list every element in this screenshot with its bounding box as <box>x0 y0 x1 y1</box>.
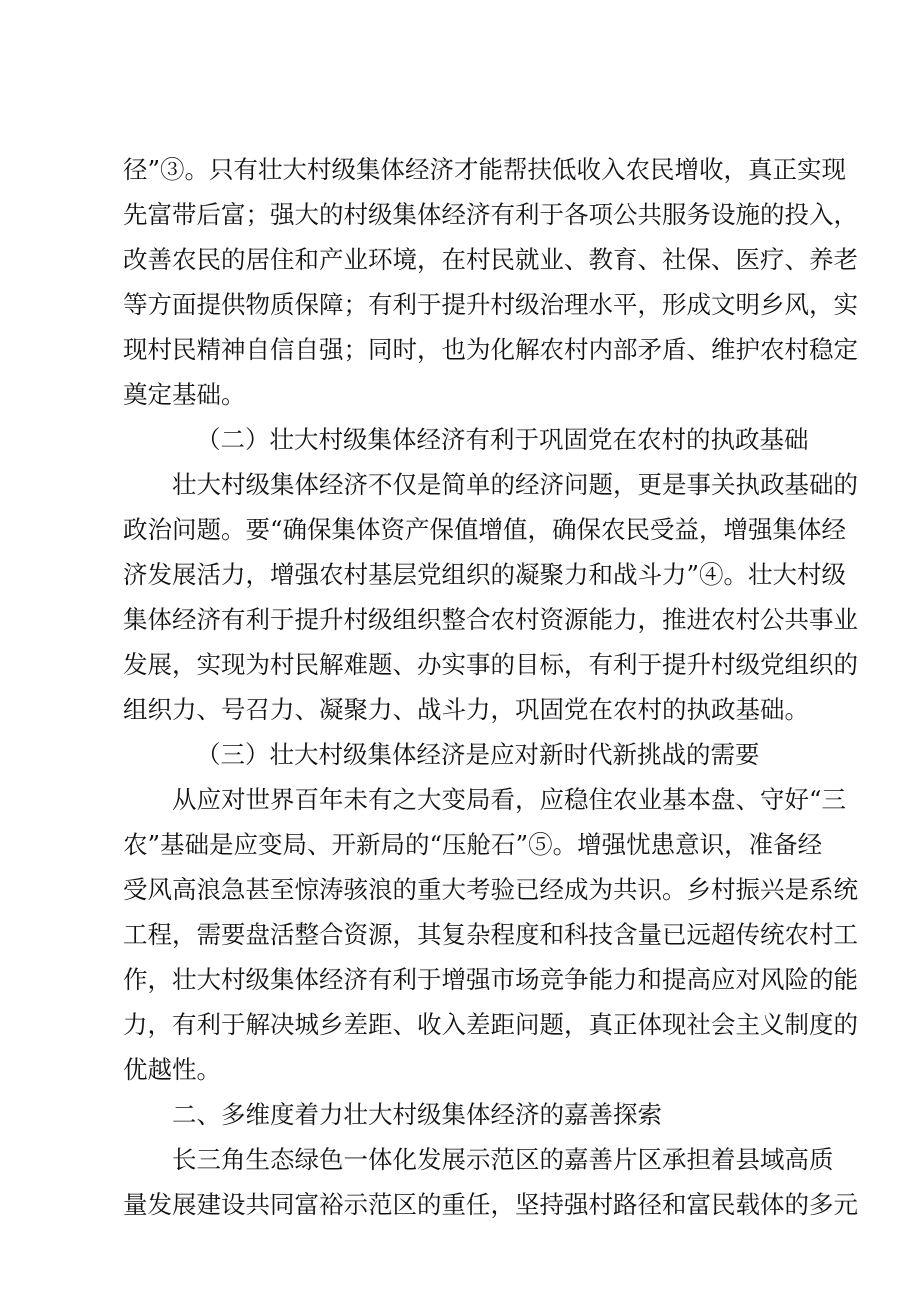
paragraph-line: 优越性。 <box>123 1055 221 1084</box>
paragraph-line: 集体经济有利于提升村级组织整合农村资源能力，推进农村公共事业 <box>123 605 858 634</box>
subsection-heading: （三）壮大村级集体经济是应对新时代新挑战的需要 <box>196 740 760 769</box>
paragraph-line: 农”基础是应变局、开新局的“压舱石”⑤。增强忧患意识，准备经 <box>123 830 823 859</box>
paragraph-line: 政治问题。要“确保集体资产保值增值，确保农民受益，增强集体经 <box>123 515 847 544</box>
paragraph-line: 先富带后富；强大的村级集体经济有利于各项公共服务设施的投入， <box>123 200 858 229</box>
paragraph-line: 现村民精神自信自强；同时，也为化解农村内部矛盾、维护农村稳定 <box>123 335 858 364</box>
paragraph-line: 济发展活力，增强农村基层党组织的凝聚力和战斗力”④。壮大村级 <box>123 560 847 589</box>
subsection-heading: （二）壮大村级集体经济有利于巩固党在农村的执政基础 <box>196 425 809 454</box>
paragraph-line: 奠定基础。 <box>123 380 246 409</box>
paragraph-line: 力，有利于解决城乡差距、收入差距问题，真正体现社会主义制度的 <box>123 1010 858 1039</box>
paragraph-line: 等方面提供物质保障；有利于提升村级治理水平，形成文明乡风，实 <box>123 290 858 319</box>
paragraph-line: 发展，实现为村民解难题、办实事的目标，有利于提升村级党组织的 <box>123 650 858 679</box>
paragraph-line: 径”③。只有壮大村级集体经济才能帮扶低收入农民增收，真正实现 <box>123 155 847 184</box>
paragraph-line: 长三角生态绿色一体化发展示范区的嘉善片区承担着县域高质 <box>172 1145 834 1174</box>
paragraph-line: 改善农民的居住和产业环境，在村民就业、教育、社保、医疗、养老 <box>123 245 858 274</box>
paragraph-line: 工程，需要盘活整合资源，其复杂程度和科技含量已远超传统农村工 <box>123 920 858 949</box>
section-heading: 二、多维度着力壮大村级集体经济的嘉善探索 <box>172 1100 662 1129</box>
paragraph-line: 作，壮大村级集体经济有利于增强市场竞争能力和提高应对风险的能 <box>123 965 858 994</box>
paragraph-line: 从应对世界百年未有之大变局看，应稳住农业基本盘、守好“三 <box>172 785 847 814</box>
paragraph-line: 受风高浪急甚至惊涛骇浪的重大考验已经成为共识。乡村振兴是系统 <box>123 875 858 904</box>
paragraph-line: 组织力、号召力、凝聚力、战斗力，巩固党在农村的执政基础。 <box>123 695 809 724</box>
paragraph-line: 量发展建设共同富裕示范区的重任，坚持强村路径和富民载体的多元 <box>123 1190 858 1219</box>
paragraph-line: 壮大村级集体经济不仅是简单的经济问题，更是事关执政基础的 <box>172 470 858 499</box>
